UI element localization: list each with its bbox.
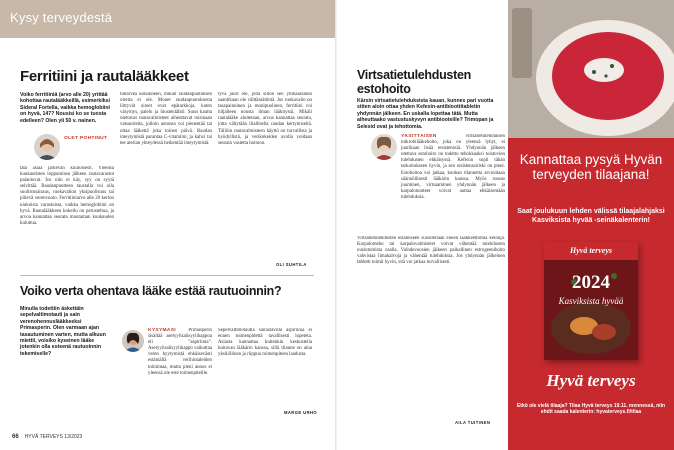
magazine-logo: Hyvä terveys: [546, 371, 636, 390]
expert-avatar: [371, 134, 397, 160]
article1-col1: tätä asiaa järkevän kuuloisesti. Yleensä kuukautisten loppumisen jälkeen rautavarastot palautuvat. Jos niin ei käy, syy on syytä selvittää. Raudanpuutteen taustalla voi olla suolistosairaus, ruokavalion yksipuolisuus tai piilevä verenvuoto. Ferritiiniarvo alle 20 kertoo niukoista varastoista, vaikka hemoglobiini on hyvä. Rautalääkkeen kokeilu on perusteltua, ja arvoa kannattaa seurata muutaman kuukauden kuluttua.: [20, 166, 114, 226]
article2-expert: KYSYMÄSI: [148, 328, 189, 333]
article3-signature: AILA TUITINEN: [455, 420, 491, 425]
expert-avatar: [34, 134, 60, 160]
section-title: Kysy terveydestä: [10, 10, 113, 25]
calendar-title: Kasviksista hyvää: [558, 296, 624, 306]
article2-title: Voiko verta ohentava lääke estää rautuoinnin?: [20, 284, 282, 298]
article1-signature: OLI SUHTILA: [276, 262, 307, 267]
article2-col2: Sepelvaltimotautia sairastavilla aspiriinia ei ennen toimenpidettä tavallisesti lopeteta. Asiasta kannattaa kuitenkin keskustella hoitavan lääkärin kanssa, sillä tilanne on aina yksilöllinen ja riippuu toimenpiteen laadusta.: [218, 328, 312, 358]
article3-expert: YKSITTÄISEN: [401, 134, 466, 139]
promo-bottom-text[interactable]: Etkö ole vielä tilaaja? Tilaa Hyvä terveys 19.11. mennessä, niin ehdit saada kalenterin: hyvaterveys.fi/tilaa: [516, 403, 666, 416]
promo-subtitle: Saat joulukuun lehden välissä tilaajalahjaksi Kasviksista hyvää -seinäkalenterin!: [517, 208, 665, 224]
section-bar: [0, 0, 337, 38]
article1-expert: OLET POHTINUT: [64, 136, 108, 141]
issue-label: HYVÄ TERVEYS 13/2023: [24, 434, 83, 440]
article2-lead: Minulla todettiin äskettäin sepelvaltimotauti ja sain verenohennuslääkkeeksi Primasperin. Olen varmaan ajan tasautuminen varten, mutta alkuun miettii, voisiko kyseinen lääke jotenkin olla esteenä rautuoinnin tekemiselle?: [20, 306, 106, 357]
page-footer: [12, 434, 82, 440]
article3-col2: Virtsatietulehdusten estämiseen suositellaan ennen lääkkeettömiä keinoja. Karpalomehu tai karpalovalmisteet voivat vähentää tulehdusten uusiutumista osalla. Vaihdevuosien jälkeen paikallinen estrogeenihoito vahvistaa limakalvoja ja vähentää tulehduksia. Jos yhdynnän jälkeinen tabletti toimii hyvin, sitä voi jatkaa turvallisesti.: [357, 236, 505, 266]
article1-lead: Voiko ferritiiniä (arvo alle 20) yrittää kohottaa rautalääkkeillä, esimerkiksi Sideral Fortella, vaikka hemoglobiini on hyvä, 147? Nousisi ko se tuosta edelleen? Olen yli 50 v. nainen.: [20, 92, 110, 124]
article1-col3: tyvä juuri ole, jolla sillon sen ylimääräinen saantikaan ole välttämätöntä. Jos ruokavalio on tasapainoinen ja monipuolinen, ferritiini voi hiljalleen nousta ilman lääkitystä. Mikäli rautalääke aloitetaan, arvoa kannattaa seurata, jotta vältytään liialliselta raudan kertymiseltä. Tällöin rautavalmisteen käyttö on turvallista ja hyödyllistä, ja verikokeiden avulla voidaan seurata vastetta hoitoon.: [218, 92, 312, 146]
article1-col1-start: [64, 136, 114, 142]
article3-col1-text: virtsatietulehduksen mikrobilääkehoito, joka on yleensä lyhyt, ei juurikaan lisää resistenssiä. Yhdynnän jälkeen otettava estohoito on todettu tehokkaaksi toistuvien tulehdusten ehkäisyssä. Kefexin sopii tähän tarkoitukseen hyvin, ja sen resistenssiriski on pieni. Estohoitoa voi jatkaa, kunhan tilannetta arvioidaan säännöllisesti lääkärin kanssa. Myös runsas juominen, virtsaaminen yhdynnän jälkeen ja karpalotuotteet voivat auttaa ehkäisemään tulehduksia.: [401, 134, 505, 200]
promo-title: Kannattaa pysyä Hyvän terveyden tilaajana!: [519, 152, 663, 182]
article2-col1: [148, 328, 212, 410]
subscription-promo[interactable]: [508, 138, 674, 450]
divider: [20, 275, 314, 276]
article2-col1-text: Primasperin sisältää asetyylisalisyylihappoa eli ”aspiriinia”. Asetyylisalisyylihappo vaikuttaa veren hyytymistä ehkäisevästi estämällä verihiutaleiden toimintaa, mutta pieni annos ei yleensä ole este toimenpiteille.: [148, 328, 212, 376]
expert-avatar: [122, 330, 144, 352]
page-number: 66: [12, 434, 19, 440]
article1-col2: tintarvea kohonneen, mikäli raudanpuutoksen oireita ei ole. Monet raudanpuutoksesta liittyvät oireet ovat epätarkkoja, kuten väsymys, palelu ja hiustenlähtö. Suun kautta otettavat rautavalmisteet aiheuttavat toisinaan vatsaoireita, jolloin annosta voi pienentää tai ottaa lääkettä joka toinen päivä. Raudan imeytymistä parantaa C-vitamiini, ja kahvi tai tee aterian yhteydessä heikentää imeytymistä.: [120, 92, 212, 146]
article3-lead: Kärsin virtsatietulehduksista kauan, kunnes pari vuotta sitten aloin ottaa yhden Kefexin-antibioottitabletin yhdynnän jälkeen. En uskalla lopettaa tätä. Mutta aiheuttaako vastustuskyvyn antibiooteille? Trimopan ja Selexid ovat ja tehottomia.: [357, 98, 494, 130]
article2-signature: MARGE URHO: [284, 410, 318, 415]
calendar-year: 2024: [572, 272, 610, 293]
calendar-image: [544, 242, 638, 360]
soup-photo: [508, 0, 674, 138]
article3-title: Virtsatietulehdusten estohoito: [357, 68, 471, 96]
calendar-logo: Hyvä terveys: [570, 246, 612, 255]
article1-title: Ferritiini ja rautalääkkeet: [20, 68, 189, 85]
